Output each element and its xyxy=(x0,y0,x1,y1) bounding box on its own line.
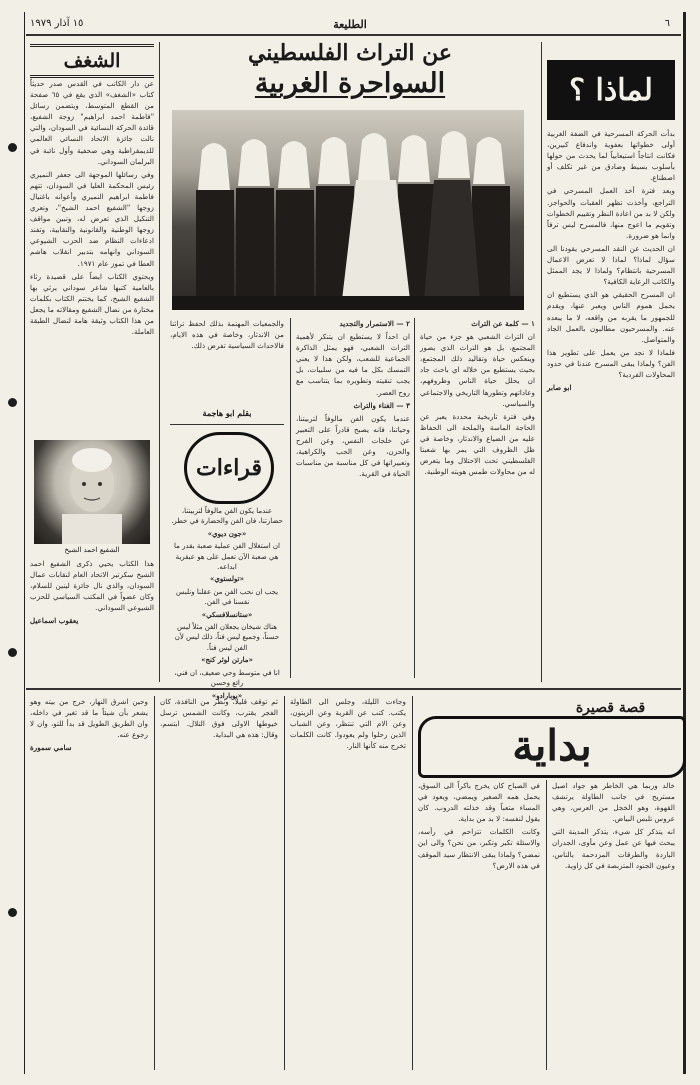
shaghaf-title-box xyxy=(30,44,154,78)
column-divider xyxy=(412,696,413,1070)
column-divider xyxy=(154,696,155,1070)
qiraat-quote-author: «تولستوي» xyxy=(210,574,244,584)
story-title: بداية xyxy=(418,716,686,778)
folk-dance-photo xyxy=(172,110,524,310)
qiraat-quote-author: «بوبارادو» xyxy=(211,690,243,700)
story-signature: سامي سمورة xyxy=(30,743,72,753)
main-kicker: عن التراث الفلسطيني xyxy=(247,40,453,66)
shaghaf-paragraph: وفي رسائلها الموجهة الى جعفر النميري رئيس المحكمة العليا في السودان، تتهم فاطمة ابراهيم النميري وأعوانه باغتيال زوجها "الشفيع احمد الشيخ"، وتعري التنكيل الذي تعرض له، وتبين مواقف زوجها الوطنية والقانونية والنقابية، وتفند ادعاءات النظام ضد الحزب الشيوعي السوداني وانهامه بتدبير انقلاب هاشم العطا في تموز عام ١٩٧١. xyxy=(30,169,154,268)
main-paragraph: وفي فترة تاريخية محددة يعبر عن الحاجة الماسة والملحة الى الحفاظ عليه من الضياع والاندثار، وخاصة في ظل الظروف التي يمر بها شعبنا الفلسطيني تحت الاحتلال وما يتعرض له من محاولات طمس هويته الوطنية. xyxy=(420,411,535,477)
shaghaf-title: الشغف xyxy=(63,50,121,72)
publication-name: الطليعة xyxy=(333,18,367,31)
issue-date: ١٥ آذار ١٩٧٩ xyxy=(30,18,84,29)
portrait-figure xyxy=(34,440,150,544)
column-divider xyxy=(159,42,160,682)
main-subhead: ١ — كلمة عن التراث xyxy=(471,319,535,328)
story-paragraph: وكانت الكلمات تتزاحم في رأسه، والاسئلة تكبر وتكبر، من نحن؟ والى اين نمضي؟ ولماذا يبقى الانتظار سيد الموقف في هذه الارض؟ xyxy=(418,827,540,870)
shaghaf-body-bottom xyxy=(30,558,154,678)
shaghaf-paragraph: هذا الكتاب يحيي ذكرى الشفيع احمد الشيخ سكرتير الاتحاد العام لنقابات عمال السودان، والذي نال جائزة لينين للسلام، وكان عضواً في المكتب السياسي للحزب الشيوعي السوداني. xyxy=(30,559,154,613)
page-frame-right xyxy=(683,12,686,1074)
shaghaf-body-top xyxy=(30,78,154,428)
column-divider xyxy=(414,318,415,678)
qiraat-quote: انا في متوسط وحي ضعيف، ان فني، رائع وحسن xyxy=(174,668,280,688)
qiraat-intro: عندما يكون الفن مالوفاً لتربيتنا، حضارتنا، فان الفن والحضارة في خطر. xyxy=(171,507,283,526)
story-col-2 xyxy=(418,780,540,1070)
story-col-1 xyxy=(552,780,675,1070)
portrait-caption: الشفيع احمد الشيخ xyxy=(64,546,120,554)
story-paragraph: انه يتذكر كل شيء، يتذكر المدينة التي يبحث فيها عن عمل وعن مأوى، الجدران الباردة والطرقات المزدحمة بالناس، وعيون الجنود المتربصة في كل زاوية. xyxy=(552,827,675,870)
madha-body xyxy=(547,128,675,676)
main-body-col-2 xyxy=(296,318,410,678)
qiraat-quote-author: «ستانسلافسكي» xyxy=(201,609,253,619)
madha-paragraph: وبعد فترة أخذ العمل المسرحي في التراجع، وأخذت تظهر العقبات والحواجز. ولكن لا بد من اعادة النظر وتقييم الخطوات وتقويم ما اعوج منها، فالمسرح ليس ترفاً وانما هو ضرورة. xyxy=(547,186,675,240)
column-divider xyxy=(541,42,542,682)
page-frame-left xyxy=(24,12,25,1074)
shaghaf-signature: يعقوب اسماعيل xyxy=(30,616,79,626)
madha-paragraph: ان المسرح الحقيقي هو الذي يستطيع ان يحمل هموم الناس ويعبر عنها، ويقدم للجمهور ما يقربه من واقعه، لا ما يبعده عنه. والمسرحيون مطالبون بالعمل الجاد والمتواصل. xyxy=(547,290,675,344)
story-col-4 xyxy=(160,696,278,1070)
story-paragraph: خالد وربما هي الخاطر هو جواد اصيل مستريح في جانب الطاولة يرتشف القهوة، وهو الخجل من العرس، وهي عروس تلبس البياض. xyxy=(552,781,675,824)
binder-hole xyxy=(8,143,17,152)
story-paragraph: وجاءت الليلة، وجلس الى الطاولة يكتب. كتب عن القرية وعن الزيتون، وعن الام التي تنتظر، وعن الشباب الذين رحلوا ولم يعودوا. كانت الكلمات تخرج منه كأنها النار. xyxy=(290,697,406,751)
qiraat-quote: هناك شيخان يجعلان الفن مثلاً ليس حسناً، وجميع ليس فناً، ذلك ليس لأن الفن ليس فناً. xyxy=(174,623,280,652)
qiraat-quote-author: «مارتن لوثر كنج» xyxy=(201,655,253,665)
story-paragraph: ثم توقف قليلاً، ونظر من النافذة، كان الفجر يقترب، وكانت الشمس ترسل خيوطها الاولى فوق التلال. ابتسم، وقال: هذه هي البداية. xyxy=(160,697,278,740)
main-subhead: ٢ — الاستمرار والتجديد xyxy=(339,319,410,328)
madha-paragraph: ان الحديث عن النقد المسرحي يقودنا الى سؤال لماذا؟ لماذا لا تعرض الاعمال المسرحية بانتظام؟ ولماذا لا يجد الممثل والكاتب الرعاية الكافية؟ xyxy=(547,243,675,287)
column-divider xyxy=(284,696,285,1070)
qiraat-title-box xyxy=(184,432,274,504)
qiraat-body xyxy=(170,506,284,700)
qiraat-quote-author: «جون ديوي» xyxy=(207,528,247,538)
column-divider xyxy=(290,318,291,678)
qiraat-quote: يجب ان نحب الفن من عقلنا ونلبس نفسنا في الفن. xyxy=(175,587,279,607)
madha-title-box xyxy=(547,60,675,120)
madha-signature: ابو صابر xyxy=(547,383,572,393)
page-number: ٦ xyxy=(664,18,670,29)
main-paragraph: والجمعيات المهتمة بذلك لحفظ تراثنا من الاندثار، وخاصة في هذه الايام، فالاحداث السياسية تفرض ذلك. xyxy=(170,319,284,351)
header-rule xyxy=(26,34,681,36)
main-body-col-1 xyxy=(420,318,535,678)
qiraat-quote: ان استغلال الفن عملية صعبة بقدر ما هي صعبة الآن تعمل على هو عبقرية ابداعه. xyxy=(174,542,280,572)
binder-hole xyxy=(8,398,17,407)
story-col-3 xyxy=(290,696,406,1070)
main-paragraph: عندما يكون الفن مالوفاً لتربيتنا، وحياتنا، فانه يصبح قادراً على التعبير عن خلجات النفس، وعن الفرح والحزن، وعن الحب والكراهية، وتعبيراتها في كل مناسبة من مناسبات الحياة في القرية. xyxy=(296,413,410,479)
shaghaf-paragraph: عن دار الكاتب في القدس صدر حديثاً كتاب «الشغف» الذي يقع في ٦٥ صفحة من القطع المتوسط، ويتضمن رسائل "فاطمة احمد ابراهيم" زوجة الشفيع، قائدة الحركة النسائية في السودان، والتي نالت جائزة الاتحاد النسائي العالمي للديمقراطية وهي صحفية وأول نائبة في البرلمان السوداني. xyxy=(30,79,154,166)
binder-hole xyxy=(8,908,17,917)
story-paragraph: في الصباح كان يخرج باكراً الى السوق، يحمل همه الصغير ويمضي، ويعود في المساء متعباً وقد خذلته الدروب. كان يقول لنفسه: لا بد من بداية. xyxy=(418,781,540,824)
madha-title: لماذا ؟ xyxy=(569,72,653,108)
qiraat-title: قراءات xyxy=(196,455,262,481)
story-paragraph: وحين اشرق النهار، خرج من بيته وهو يشعر بأن شيئاً ما قد تغير في داخله، وان الطريق الطويل قد بدأ للتو، وان لا رجوع عنه. xyxy=(30,697,148,740)
shaghaf-paragraph: ويحتوي الكتاب ايضاً على قصيدة رثاء بالعامية كتبها شاعر سوداني يرثي بها الشفيع الشيخ، كما يختتم الكتاب بكلمات مختارة من نضال الشفيع ومقالاته ما يجعل من هذا الكتاب وثيقة هامة لنضال الطبقة العاملة. xyxy=(30,271,154,337)
madha-paragraph: فلماذا لا نجد من يعمل على تطوير هذا الفن؟ ولماذا يبقى المسرح عندنا في حدود المحاولات الفردية؟ xyxy=(547,347,675,379)
story-label: قصة قصيرة xyxy=(575,700,646,716)
column-divider xyxy=(546,780,547,1070)
madha-paragraph: بدأت الحركة المسرحية في الضفة الغربية أولى خطواتها بعفوية واندفاع كبيرين، فكانت انتاجاً استيعابياً لما يحدث من حولها بأسلوب بسيط وصادق من غير تكلف أو اصطناع. xyxy=(547,129,675,183)
story-col-5 xyxy=(30,696,148,1070)
main-signature: بقلم ابو هاجمة xyxy=(202,408,252,418)
main-paragraph: ان احداً لا يستطيع ان يتنكر لأهمية التراث الشعبي، فهو يمثل الذاكرة الجماعية للشعب، ولكن هذا لا يعني التمسك بكل ما فيه من سلبيات، بل يجب تنقيته وتطويره بما يتناسب مع روح العصر. xyxy=(296,332,410,397)
portrait-photo xyxy=(34,440,150,544)
main-body-col-3 xyxy=(170,318,284,410)
story-separator xyxy=(26,688,681,690)
section-rule xyxy=(170,424,284,425)
main-subhead: ٣ — الغناء والتراث xyxy=(353,400,410,410)
binder-hole xyxy=(8,648,17,657)
main-paragraph: ان التراث الشعبي هو جزء من حياة المجتمع، بل هو التراث الذي يصور وينعكس حياة وتقاليد ذلك المجتمع، بحيث يستطيع من خلاله اي باحث جاد ان يحلل حياة الناس وظروفهم، وعاداتهم وتطورها التاريخي والاجتماعي والسياسي. xyxy=(420,332,535,408)
main-title: السواحرة الغربية xyxy=(254,68,446,99)
dancers-illustration xyxy=(172,110,524,310)
